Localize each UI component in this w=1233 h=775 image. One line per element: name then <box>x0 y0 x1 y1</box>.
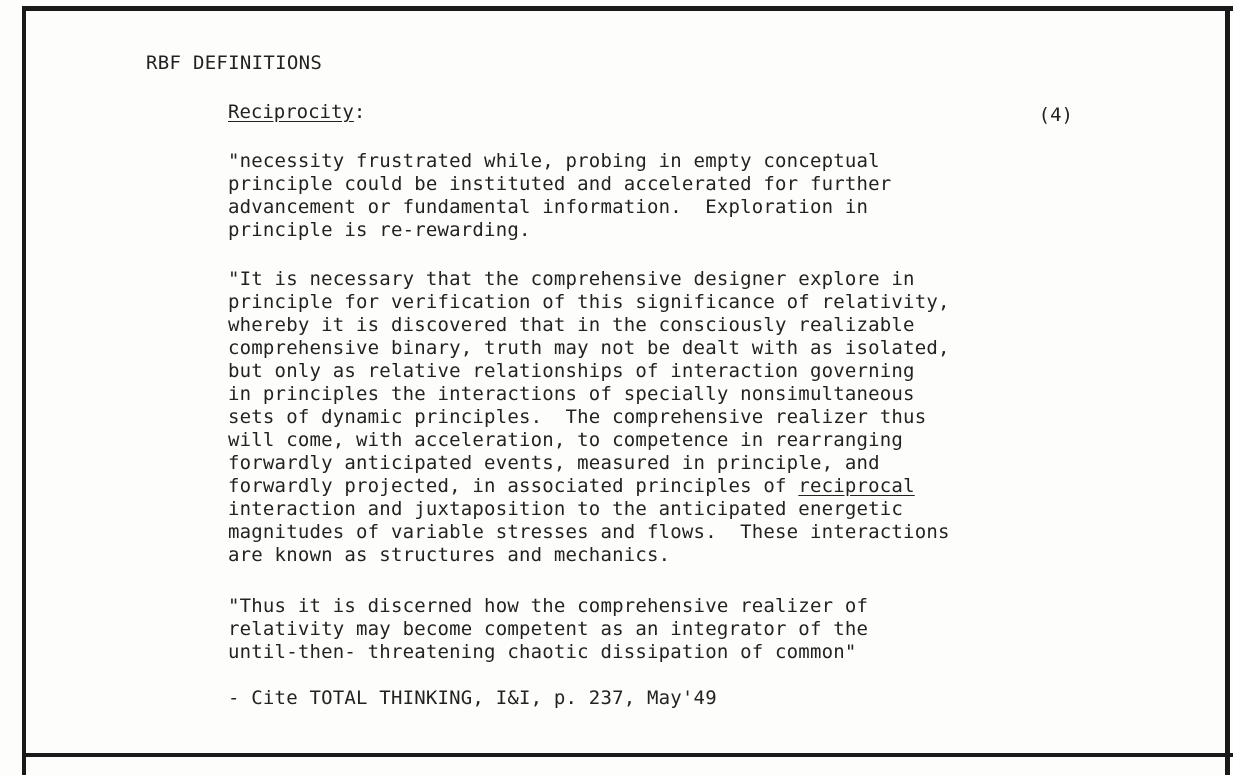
p2-line: whereby it is discovered that in the consciously realizable <box>228 314 915 336</box>
term-line <box>228 101 1073 126</box>
term-colon: : <box>353 101 366 123</box>
p3-line: until-then- threatening chaotic dissipation of common" <box>228 641 857 663</box>
p2-line: principle for verification of this significance of relativity, <box>228 291 950 313</box>
frame-border-right <box>1225 6 1230 775</box>
document-heading: RBF DEFINITIONS <box>146 52 323 74</box>
p1-line: "necessity frustrated while, probing in empty conceptual <box>228 150 880 172</box>
frame-border-bottom <box>22 753 1233 757</box>
citation: - Cite TOTAL THINKING, I&I, p. 237, May'49 <box>228 687 717 709</box>
frame-border-left <box>22 6 26 775</box>
p2-line: "It is necessary that the comprehensive designer explore in <box>228 268 915 290</box>
paragraph-1 <box>228 150 891 242</box>
p1-line: principle is re-rewarding. <box>228 219 531 241</box>
p2-line: are known as structures and mechanics. <box>228 544 671 566</box>
paragraph-3 <box>228 595 868 664</box>
term-title: Reciprocity <box>228 101 354 123</box>
p3-line: "Thus it is discerned how the comprehensive realizer of <box>228 595 869 617</box>
p2-line: comprehensive binary, truth may not be dealt with as isolated, <box>228 337 950 359</box>
p1-line: principle could be instituted and accelerated for further <box>228 173 892 195</box>
frame-border-top <box>22 6 1233 11</box>
paragraph-2 <box>228 268 950 567</box>
p2-line: interaction and juxtaposition to the anticipated energetic <box>228 498 904 520</box>
p2-line: but only as relative relationships of interaction governing <box>228 360 915 382</box>
p2-line: will come, with acceleration, to competence in rearranging <box>228 429 904 451</box>
underlined-word-reciprocal: reciprocal <box>798 475 915 497</box>
p2-line: sets of dynamic principles. The comprehensive realizer thus <box>228 406 927 428</box>
p3-line: relativity may become competent as an integrator of the <box>228 618 869 640</box>
p2-line: forwardly projected, in associated principles of <box>228 475 799 497</box>
p2-line: forwardly anticipated events, measured in principle, and <box>228 452 880 474</box>
p1-line: advancement or fundamental information. Exploration in <box>228 196 869 218</box>
page-number: (4) <box>1038 104 1073 126</box>
p2-line: in principles the interactions of specially nonsimultaneous <box>228 383 915 405</box>
p2-line: magnitudes of variable stresses and flows. These interactions <box>228 521 950 543</box>
